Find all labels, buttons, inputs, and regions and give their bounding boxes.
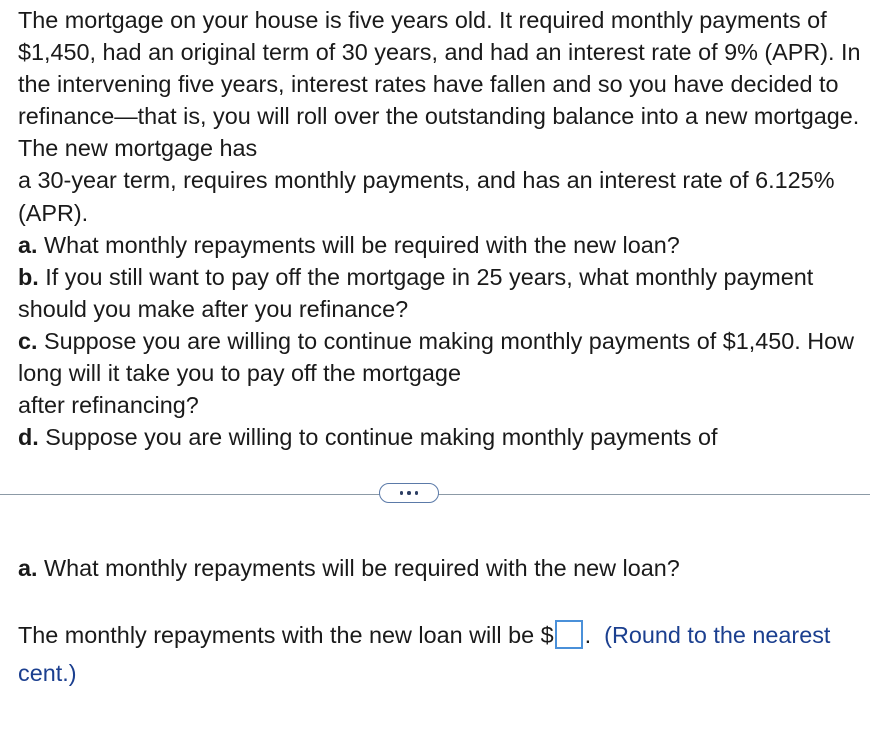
problem-intro: The mortgage on your house is five years old. It required monthly payments of $1,450, had an original term of 30 years, and had an interest rate of 9% (APR). In the intervening five years, interest rates have fallen and so you have decided to refinance—that is, you will roll over the outstanding balance into a new mortgage. The new mortgage has a 30-year term, requires monthly payments, and has an interest rate of 6.125% (APR). <box>18 7 861 226</box>
part-a-label: a. <box>18 231 38 258</box>
part-c-label: c. <box>18 327 38 354</box>
answer-suffix: . <box>584 622 592 648</box>
problem-part-a <box>18 229 868 261</box>
answer-line <box>18 616 868 692</box>
part-b-text: If you still want to pay off the mortgage in 25 years, what monthly payment should you make after you refinance? <box>18 263 814 322</box>
expand-more-button[interactable] <box>379 483 439 503</box>
part-c-text-line2: after refinancing? <box>18 392 199 419</box>
ellipsis-icon <box>400 491 404 495</box>
part-a-text: What monthly repayments will be required with the new loan? <box>44 231 680 258</box>
part-d-label: d. <box>18 424 39 451</box>
question-prompt <box>18 552 680 584</box>
problem-part-b <box>18 261 868 325</box>
problem-part-c <box>18 325 868 421</box>
answer-prefix: The monthly repayments with the new loan will be $ <box>18 622 554 648</box>
rounding-hint: (Round to the nearest cent.) <box>18 622 831 686</box>
question-text: What monthly repayments will be required with the new loan? <box>44 555 680 581</box>
part-b-label: b. <box>18 263 39 290</box>
answer-input[interactable] <box>555 620 583 649</box>
part-d-text: Suppose you are willing to continue making monthly payments of <box>45 424 718 451</box>
ellipsis-icon-dot-2 <box>407 491 411 495</box>
problem-part-d <box>18 421 868 453</box>
ellipsis-icon-dot-3 <box>415 491 419 495</box>
problem-statement <box>18 4 868 453</box>
question-label: a. <box>18 555 38 581</box>
part-c-text: Suppose you are willing to continue making monthly payments of $1,450. How long will it take you to pay off the mortgage <box>18 327 855 387</box>
